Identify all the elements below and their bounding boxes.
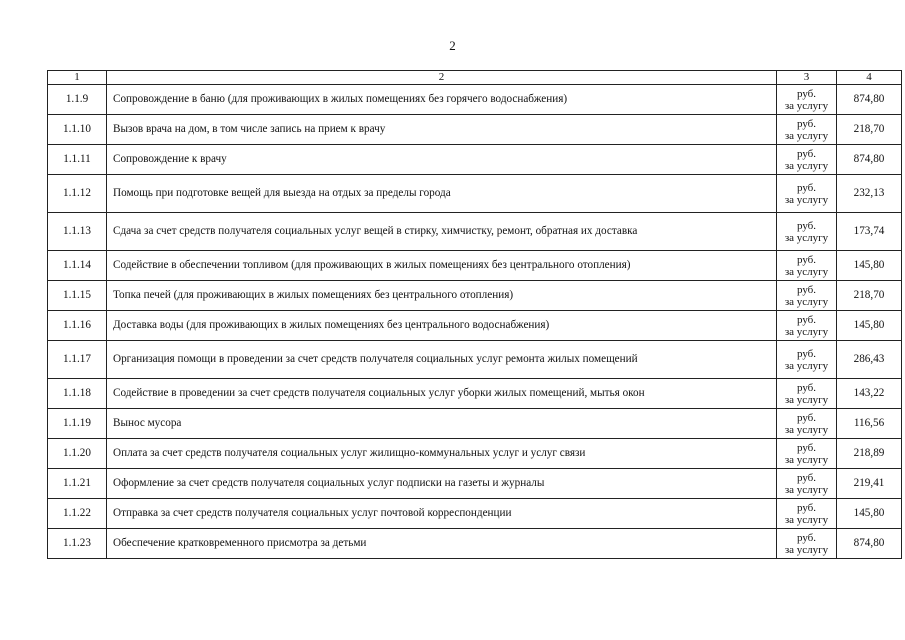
unit-per-service: за услугу [784, 513, 829, 526]
table-row [48, 85, 902, 115]
unit-per-service: за услугу [784, 295, 829, 308]
price-cell: 116,56 [837, 409, 902, 439]
table-row [48, 499, 902, 529]
service-name-cell: Оформление за счет средств получателя социальных услуг подписки на газеты и журналы [107, 469, 777, 499]
unit-cell [777, 311, 837, 341]
unit-per-service: за услугу [784, 231, 829, 244]
service-name-cell: Отправка за счет средств получателя социальных услуг почтовой корреспонденции [107, 499, 777, 529]
service-number-cell: 1.1.17 [48, 341, 107, 379]
unit-cell [777, 499, 837, 529]
table-row [48, 175, 902, 213]
table-row [48, 251, 902, 281]
service-name-cell: Содействие в проведении за счет средств получателя социальных услуг уборки жилых помещений, мытья окон [107, 379, 777, 409]
unit-currency: руб. [796, 347, 817, 360]
unit-cell [777, 439, 837, 469]
unit-per-service: за услугу [784, 193, 829, 206]
price-cell: 145,80 [837, 311, 902, 341]
price-cell: 232,13 [837, 175, 902, 213]
price-cell: 145,80 [837, 499, 902, 529]
unit-cell [777, 341, 837, 379]
service-number-cell: 1.1.13 [48, 213, 107, 251]
unit-currency: руб. [796, 471, 817, 484]
unit-currency: руб. [796, 531, 817, 544]
unit-currency: руб. [796, 147, 817, 160]
column-header-1: 1 [48, 71, 107, 85]
unit-per-service: за услугу [784, 359, 829, 372]
service-number-cell: 1.1.10 [48, 115, 107, 145]
service-name-cell: Вызов врача на дом, в том числе запись на прием к врачу [107, 115, 777, 145]
table-row [48, 213, 902, 251]
unit-cell [777, 145, 837, 175]
service-name-cell: Организация помощи в проведении за счет средств получателя социальных услуг ремонта жилых помещений [107, 341, 777, 379]
table-row [48, 439, 902, 469]
column-header-3: 3 [777, 71, 837, 85]
column-header-4: 4 [837, 71, 902, 85]
table-row [48, 281, 902, 311]
unit-currency: руб. [796, 181, 817, 194]
unit-cell [777, 251, 837, 281]
service-number-cell: 1.1.11 [48, 145, 107, 175]
unit-per-service: за услугу [784, 453, 829, 466]
service-number-cell: 1.1.15 [48, 281, 107, 311]
price-cell: 219,41 [837, 469, 902, 499]
price-cell: 218,70 [837, 115, 902, 145]
unit-cell [777, 115, 837, 145]
unit-per-service: за услугу [784, 393, 829, 406]
price-cell: 143,22 [837, 379, 902, 409]
unit-cell [777, 379, 837, 409]
table-row [48, 469, 902, 499]
page-number: 2 [449, 38, 456, 53]
service-name-cell: Обеспечение кратковременного присмотра за детьми [107, 529, 777, 559]
service-number-cell: 1.1.22 [48, 499, 107, 529]
price-cell: 874,80 [837, 85, 902, 115]
service-name-cell: Сдача за счет средств получателя социальных услуг вещей в стирку, химчистку, ремонт, обратная их доставка [107, 213, 777, 251]
table-header-row [48, 71, 902, 85]
service-number-cell: 1.1.21 [48, 469, 107, 499]
unit-currency: руб. [796, 381, 817, 394]
unit-currency: руб. [796, 501, 817, 514]
service-name-cell: Оплата за счет средств получателя социальных услуг жилищно-коммунальных услуг и услуг связи [107, 439, 777, 469]
table-row [48, 379, 902, 409]
service-number-cell: 1.1.16 [48, 311, 107, 341]
service-name-cell: Вынос мусора [107, 409, 777, 439]
price-cell: 286,43 [837, 341, 902, 379]
unit-per-service: за услугу [784, 129, 829, 142]
price-cell: 874,80 [837, 529, 902, 559]
unit-currency: руб. [796, 219, 817, 232]
unit-per-service: за услугу [784, 483, 829, 496]
table-row [48, 409, 902, 439]
service-number-cell: 1.1.12 [48, 175, 107, 213]
service-name-cell: Доставка воды (для проживающих в жилых помещениях без центрального водоснабжения) [107, 311, 777, 341]
services-tariff-table [47, 70, 902, 559]
service-number-cell: 1.1.18 [48, 379, 107, 409]
service-name-cell: Помощь при подготовке вещей для выезда на отдых за пределы города [107, 175, 777, 213]
unit-currency: руб. [796, 283, 817, 296]
price-cell: 874,80 [837, 145, 902, 175]
unit-per-service: за услугу [784, 99, 829, 112]
unit-currency: руб. [796, 87, 817, 100]
unit-cell [777, 281, 837, 311]
service-number-cell: 1.1.9 [48, 85, 107, 115]
table-row [48, 115, 902, 145]
unit-cell [777, 175, 837, 213]
unit-per-service: за услугу [784, 423, 829, 436]
unit-per-service: за услугу [784, 543, 829, 556]
price-cell: 145,80 [837, 251, 902, 281]
table-row [48, 529, 902, 559]
price-cell: 173,74 [837, 213, 902, 251]
unit-per-service: за услугу [784, 265, 829, 278]
unit-currency: руб. [796, 411, 817, 424]
service-number-cell: 1.1.23 [48, 529, 107, 559]
price-cell: 218,70 [837, 281, 902, 311]
table-row [48, 145, 902, 175]
unit-currency: руб. [796, 313, 817, 326]
unit-cell [777, 409, 837, 439]
table-row [48, 341, 902, 379]
service-number-cell: 1.1.19 [48, 409, 107, 439]
service-name-cell: Содействие в обеспечении топливом (для проживающих в жилых помещениях без центрального отопления) [107, 251, 777, 281]
price-cell: 218,89 [837, 439, 902, 469]
unit-currency: руб. [796, 117, 817, 130]
service-name-cell: Сопровождение к врачу [107, 145, 777, 175]
service-number-cell: 1.1.14 [48, 251, 107, 281]
table-row [48, 311, 902, 341]
unit-cell [777, 85, 837, 115]
service-name-cell: Сопровождение в баню (для проживающих в жилых помещениях без горячего водоснабжения) [107, 85, 777, 115]
column-header-2: 2 [107, 71, 777, 85]
unit-currency: руб. [796, 253, 817, 266]
service-name-cell: Топка печей (для проживающих в жилых помещениях без центрального отопления) [107, 281, 777, 311]
unit-per-service: за услугу [784, 159, 829, 172]
unit-cell [777, 529, 837, 559]
unit-cell [777, 469, 837, 499]
unit-cell [777, 213, 837, 251]
unit-per-service: за услугу [784, 325, 829, 338]
service-number-cell: 1.1.20 [48, 439, 107, 469]
unit-currency: руб. [796, 441, 817, 454]
